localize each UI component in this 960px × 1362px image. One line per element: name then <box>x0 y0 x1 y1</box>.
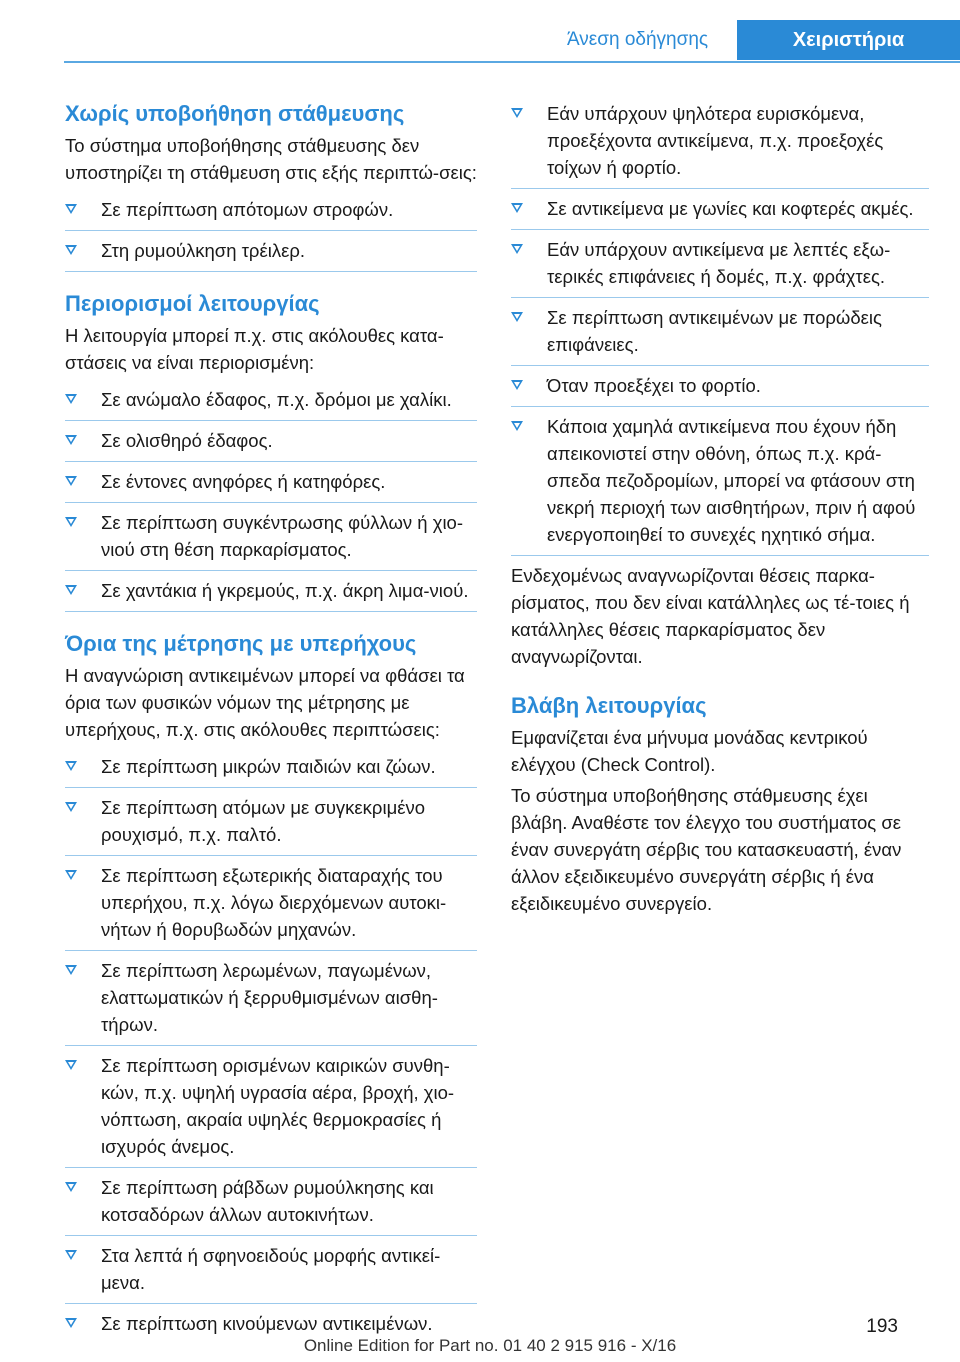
list-item: Στα λεπτά ή σφηνοειδούς μορφής αντικεί‐μενα. <box>65 1236 477 1304</box>
header-rule <box>64 61 960 63</box>
paragraph: Εμφανίζεται ένα μήνυμα μονάδας κεντρικού ελέγχου (Check Control). <box>511 727 868 775</box>
running-header-section: Άνεση οδήγησης <box>566 29 709 50</box>
triangle-bullet-icon <box>511 108 523 118</box>
triangle-bullet-icon <box>65 802 77 812</box>
list-item: Εάν υπάρχουν ψηλότερα ευρισκόμενα, προεξέχοντα αντικείμενα, π.χ. προεξοχές τοίχων ή φορτίο. <box>511 100 929 189</box>
triangle-bullet-icon <box>65 204 77 214</box>
triangle-bullet-icon <box>511 244 523 254</box>
list-item: Εάν υπάρχουν αντικείμενα με λεπτές εξω‐τερικές επιφάνειες ή δομές, π.χ. φράχτες. <box>511 230 929 298</box>
list-item: Σε περίπτωση ράβδων ρυμούλκησης και κοτσαδόρων άλλων αυτοκινήτων. <box>65 1168 477 1236</box>
list-item: Σε περίπτωση μικρών παιδιών και ζώων. <box>65 747 477 788</box>
triangle-bullet-icon <box>65 1060 77 1070</box>
section-heading: Βλάβη λειτουργίας <box>511 693 707 718</box>
triangle-bullet-icon <box>65 476 77 486</box>
list-item: Σε έντονες ανηφόρες ή κατηφόρες. <box>65 462 477 503</box>
section-without-parking-assist <box>65 96 477 272</box>
triangle-bullet-icon <box>65 1182 77 1192</box>
list-item: Στη ρυμούλκηση τρέιλερ. <box>65 231 477 272</box>
triangle-bullet-icon <box>65 245 77 255</box>
list-item: Σε περίπτωση συγκέντρωσης φύλλων ή χιο‐νιού στη θέση παρκαρίσματος. <box>65 503 477 571</box>
triangle-bullet-icon <box>65 761 77 771</box>
bullet-list <box>65 747 477 1344</box>
list-item: Σε περίπτωση αντικειμένων με πορώδεις επιφάνειες. <box>511 298 929 366</box>
page-number: 193 <box>866 1316 898 1337</box>
paragraph: Το σύστημα υποβοήθησης στάθμευσης έχει βλάβη. Αναθέστε τον έλεγχο του συστήματος σε έναν συνεργάτη σέρβις του κατασκευαστή, έναν άλλον εξειδικευμένο συνεργάτη σέρβις ή ένα εξειδικευμένο συνεργείο. <box>511 785 902 914</box>
list-item: Σε ολισθηρό έδαφος. <box>65 421 477 462</box>
triangle-bullet-icon <box>65 585 77 595</box>
edition-footer: Online Edition for Part no. 01 40 2 915 916 - X/16 <box>303 1336 677 1355</box>
list-item: Σε χαντάκια ή γκρεμούς, π.χ. άκρη λιμα‐νιού. <box>65 571 477 612</box>
list-item: Σε περίπτωση κινούμενων αντικειμένων. <box>65 1304 477 1344</box>
right-column <box>511 100 929 931</box>
section-function-limits <box>65 286 477 612</box>
list-item: Σε περίπτωση απότομων στροφών. <box>65 190 477 231</box>
triangle-bullet-icon <box>65 870 77 880</box>
list-item: Όταν προεξέχει το φορτίο. <box>511 366 929 407</box>
triangle-bullet-icon <box>511 203 523 213</box>
section-heading: Όρια της μέτρησης με υπερήχους <box>65 631 417 656</box>
list-item: Σε περίπτωση εξωτερικής διαταραχής του υπερήχου, π.χ. λόγω διερχόμενων αυτοκι‐νήτων ή θορυβωδών μηχανών. <box>65 856 477 951</box>
section-intro: Το σύστημα υποβοήθησης στάθμευσης δεν υποστηρίζει τη στάθμευση στις εξής περιπτώ‐σεις: <box>65 135 477 183</box>
list-item: Κάποια χαμηλά αντικείμενα που έχουν ήδη απεικονιστεί στην οθόνη, όπως π.χ. κρά‐σπεδα πεζοδρομίων, μπορεί να φτάσουν στη νεκρή περιοχή των αισθητήρων, πριν ή αφού ενεργοποιηθεί το συνεχές ηχητικό σήμα. <box>511 407 929 556</box>
triangle-bullet-icon <box>65 965 77 975</box>
section-malfunction <box>511 688 929 917</box>
section-ultrasound-limits <box>65 626 477 1344</box>
bullet-list <box>511 100 929 556</box>
list-item: Σε περίπτωση ατόμων με συγκεκριμένο ρουχισμό, π.χ. παλτό. <box>65 788 477 856</box>
bullet-list <box>65 380 477 612</box>
section-heading: Χωρίς υποβοήθηση στάθμευσης <box>65 101 405 126</box>
section-heading: Περιορισμοί λειτουργίας <box>65 291 320 316</box>
triangle-bullet-icon <box>65 1250 77 1260</box>
running-header-chapter: Χειριστήρια <box>737 20 960 60</box>
triangle-bullet-icon <box>511 421 523 431</box>
section-intro: Η λειτουργία μπορεί π.χ. στις ακόλουθες κατα‐στάσεις να είναι περιορισμένη: <box>65 325 444 373</box>
triangle-bullet-icon <box>511 312 523 322</box>
triangle-bullet-icon <box>65 394 77 404</box>
section-intro: Η αναγνώριση αντικειμένων μπορεί να φθάσει τα όρια των φυσικών νόμων της μέτρησης με υπερήχους, π.χ. στις ακόλουθες περιπτώσεις: <box>65 665 465 740</box>
bullet-list <box>65 190 477 272</box>
left-column <box>65 96 477 1358</box>
list-item: Σε ανώμαλο έδαφος, π.χ. δρόμοι με χαλίκι. <box>65 380 477 421</box>
list-item: Σε περίπτωση ορισμένων καιρικών συνθη‐κών, π.χ. υψηλή υγρασία αέρα, βροχή, χιο‐νόπτωση, ακραία υψηλές θερμοκρασίες ή ισχυρός άνεμος. <box>65 1046 477 1168</box>
triangle-bullet-icon <box>65 435 77 445</box>
triangle-bullet-icon <box>511 380 523 390</box>
list-item: Σε περίπτωση λερωμένων, παγωμένων, ελαττωματικών ή ξερρυθμισμένων αισθη‐τήρων. <box>65 951 477 1046</box>
triangle-bullet-icon <box>65 1318 77 1328</box>
list-item: Σε αντικείμενα με γωνίες και κοφτερές ακμές. <box>511 189 929 230</box>
triangle-bullet-icon <box>65 517 77 527</box>
paragraph: Ενδεχομένως αναγνωρίζονται θέσεις παρκα‐ρίσματος, που δεν είναι κατάλληλες ως τέ‐τοιες ή κατάλληλες θέσεις παρκαρίσματος δεν αναγνωρίζονται. <box>511 565 910 667</box>
